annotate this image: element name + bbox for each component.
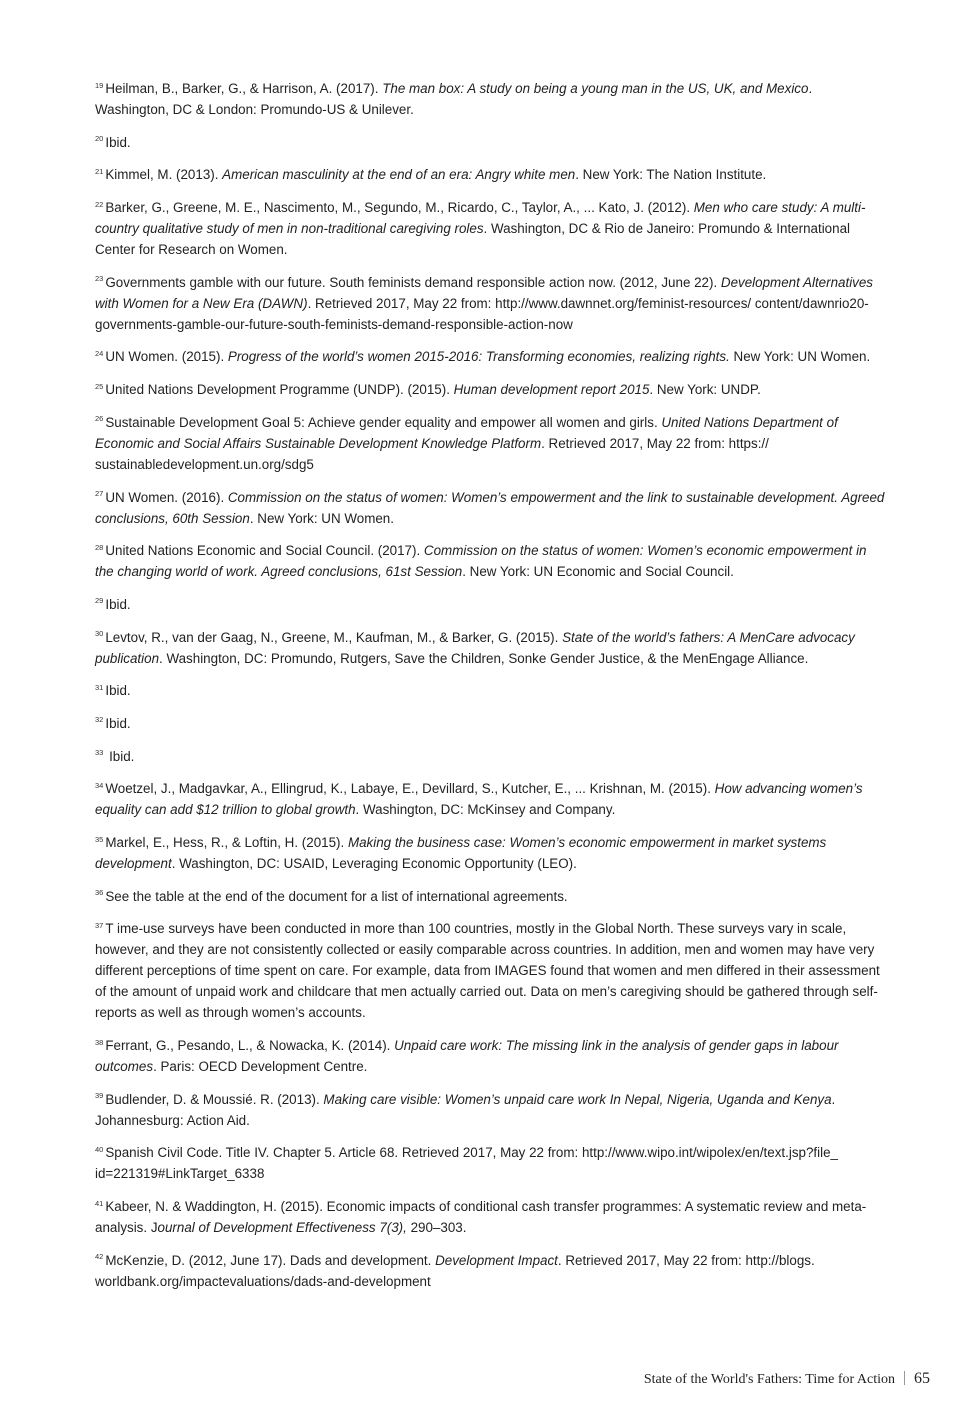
footer-title: State of the World's Fathers: Time for Action <box>643 1372 895 1387</box>
footnote <box>95 746 885 767</box>
footnote-text: United Nations Development Programme (UNDP). (2015). <box>105 382 454 398</box>
footnote <box>95 164 885 185</box>
footnote-text: . Johannesburg: Action Aid. <box>95 1091 836 1128</box>
footnote-text: Sustainable Development Goal 5: Achieve gender equality and empower all women and girls. <box>105 414 662 430</box>
footnote-italic-text: United Nations Department of Economic and Social Affairs Sustainable Development Knowledge Platform <box>95 414 838 451</box>
footnote-number: 20 <box>95 134 104 144</box>
footnote-number: 31 <box>95 682 104 692</box>
footnote-text: Ibid. <box>105 748 135 764</box>
footnote-number: 41 <box>95 1198 104 1208</box>
footnote-text: UN Women. (2015). <box>105 349 228 365</box>
footnote-number: 37 <box>95 920 104 930</box>
footnote-number: 30 <box>95 629 104 639</box>
footer-divider <box>904 1371 905 1385</box>
footnote-italic-text: State of the world’s fathers: A MenCare advocacy publication <box>95 629 855 666</box>
footnote <box>95 1089 885 1131</box>
footnote-text: Ibid. <box>105 715 131 731</box>
footnote-italic-text: Making care visible: Women’s unpaid care work In Nepal, Nigeria, Uganda and Kenya <box>323 1091 832 1107</box>
footnote-text: Woetzel, J., Madgavkar, A., Ellingrud, K., Labaye, E., Devillard, S., Kutcher, E., ... Krishnan, M. (2015). <box>105 781 715 797</box>
footnote-text: . New York: The Nation Institute. <box>575 167 767 183</box>
footnote-number: 26 <box>95 414 104 424</box>
footnote-text: Budlender, D. & Moussié. R. (2013). <box>105 1091 324 1107</box>
footnotes-list <box>95 78 885 1304</box>
footnote-text: See the table at the end of the document for a list of international agreements. <box>105 888 568 904</box>
footnote <box>95 778 885 820</box>
footnote-italic-text: Development Impact <box>435 1252 558 1268</box>
footnote <box>95 627 885 669</box>
page-number: 65 <box>914 1370 930 1387</box>
footnote-text: Ibid. <box>105 596 131 612</box>
footnote-text: . Washington, DC: McKinsey and Company. <box>355 802 616 818</box>
footnote-number: 23 <box>95 274 104 284</box>
footnote-number: 27 <box>95 489 104 499</box>
footnote-text: UN Women. (2016). <box>105 489 228 505</box>
footnote-italic-text: Development Alternatives with Women for a New Era (DAWN) <box>95 274 874 311</box>
footnote-number: 42 <box>95 1252 104 1262</box>
footnote-text: . Retrieved 2017, May 22 from: http://www.dawnnet.org/feminist-resources/ content/dawnrio20-governments-gamble-our-future-south-feminists-demand-responsible-action-now <box>95 295 869 332</box>
footnote-text: Ibid. <box>105 134 131 150</box>
footnote <box>95 346 885 367</box>
footnote-text: . Washington, DC: USAID, Leveraging Economic Opportunity (LEO). <box>171 856 577 871</box>
footnote-text: Levtov, R., van der Gaag, N., Greene, M., Kaufman, M., & Barker, G. (2015). <box>105 629 563 645</box>
footnote-text: Kimmel, M. (2013). <box>105 167 223 183</box>
footnote-text: 290–303. <box>406 1220 467 1236</box>
footnote <box>95 886 885 907</box>
footnote <box>95 1142 885 1184</box>
footnote-italic-text: Human development report 2015 <box>453 382 650 398</box>
footnote <box>95 1250 885 1292</box>
footnote-text: . Washington, DC: Promundo, Rutgers, Save the Children, Sonke Gender Justice, & the MenEngage Alliance. <box>159 650 809 666</box>
footnote <box>95 1035 885 1077</box>
footnote-text: Kabeer, N. & Waddington, H. (2015). Economic impacts of conditional cash transfer programmes: A systematic review and meta-analysis. J <box>95 1199 867 1236</box>
footnote-italic-text: How advancing women’s equality can add $12 trillion to global growth <box>95 781 863 818</box>
footnote-text: Ibid. <box>105 683 131 699</box>
footnote <box>95 412 885 475</box>
footnote <box>95 197 885 260</box>
footnote-number: 28 <box>95 542 104 552</box>
footnote-text: Markel, E., Hess, R., & Loftin, H. (2015). <box>105 835 348 850</box>
footnote <box>95 540 885 582</box>
footnote-italic-text: American masculinity at the end of an era: Angry white men <box>222 167 576 183</box>
footnote-italic-text: Commission on the status of women: Women’s economic empowerment in the changing world of work. Agreed conclusions, 61st Session <box>95 543 867 580</box>
footnote-italic-text: The man box: A study on being a young man in the US, UK, and Mexico <box>382 81 809 96</box>
footnote <box>95 132 885 153</box>
footnote-italic-text: Making the business case: Women’s economic empowerment in market systems development <box>95 835 827 871</box>
footnote-number: 29 <box>95 596 104 606</box>
footnote-text: McKenzie, D. (2012, June 17). Dads and development. <box>105 1252 436 1268</box>
footnote-number: 36 <box>95 888 104 898</box>
footnote <box>95 594 885 615</box>
footnote-number: 22 <box>95 199 104 209</box>
footnote <box>95 379 885 400</box>
footnote <box>95 272 885 335</box>
footnote-text: . New York: UNDP. <box>649 382 761 398</box>
footnote-italic-text: Unpaid care work: The missing link in the analysis of gender gaps in labour outcomes <box>95 1038 839 1075</box>
footnote-text: Barker, G., Greene, M. E., Nascimento, M., Segundo, M., Ricardo, C., Taylor, A., ... Kato, J. (2012). <box>105 200 694 216</box>
footnote-italic-text: ournal of Development Effectiveness 7(3), <box>157 1220 407 1236</box>
footnote-number: 33 <box>95 748 104 758</box>
footnote-text: T ime-use surveys have been conducted in more than 100 countries, mostly in the Global North. These surveys vary in scale, however, and they are not consistently collected or easily comparable across countries. In addition, men and women may have very different perceptions of time spent on care. For example, data from IMAGES found that women and men differed in their assessment of the amount of unpaid work and childcare that men actually carried out. Data on men’s caregiving should be gathered through self-reports as well as through women’s accounts. <box>95 921 880 1021</box>
footnote-text: Ferrant, G., Pesando, L., & Nowacka, K. (2014). <box>105 1038 395 1054</box>
footnote-number: 34 <box>95 780 104 790</box>
footnote-text: Governments gamble with our future. South feminists demand responsible action now. (2012, June 22). <box>105 274 721 290</box>
footnote <box>95 832 885 874</box>
footnote <box>95 1196 885 1238</box>
footnote-number: 35 <box>95 834 104 844</box>
footnote-text: . Retrieved 2017, May 22 from: http://blogs. worldbank.org/impactevaluations/dads-and-development <box>95 1252 815 1289</box>
footnote-text: . Washington, DC & London: Promundo-US & Unilever. <box>95 81 813 117</box>
footnote-text: Spanish Civil Code. Title IV. Chapter 5. Article 68. Retrieved 2017, May 22 from: http://www.wipo.int/wipolex/en/text.jsp?file_ id=221319#LinkTarget_6338 <box>95 1145 838 1182</box>
footnote-italic-text: Progress of the world’s women 2015-2016: Transforming economies, realizing rights. <box>227 349 730 365</box>
footnote-number: 25 <box>95 381 104 391</box>
footnote-number: 21 <box>95 166 104 176</box>
footnote <box>95 487 885 529</box>
footnote-number: 39 <box>95 1091 104 1101</box>
footnote <box>95 713 885 734</box>
footnote-number: 40 <box>95 1144 104 1154</box>
footnote-italic-text: Commission on the status of women: Women’s empowerment and the link to sustainable development. Agreed conclusions, 60th Session <box>95 489 885 526</box>
footnote-text: . Retrieved 2017, May 22 from: https:// sustainabledevelopment.un.org/sdg5 <box>95 435 769 472</box>
footnote-text: Heilman, B., Barker, G., & Harrison, A. (2017). <box>105 81 383 96</box>
footnote-text: . Paris: OECD Development Centre. <box>153 1059 368 1075</box>
footnote-number: 32 <box>95 715 104 725</box>
footnote <box>95 918 885 1023</box>
footnote-italic-text: Men who care study: A multi-country qualitative study of men in non-traditional caregiving roles <box>95 200 866 237</box>
footnote-number: 24 <box>95 348 104 358</box>
footnote-number: 19 <box>95 80 104 90</box>
footnote-text: United Nations Economic and Social Council. (2017). <box>105 543 424 559</box>
footnote-text: New York: UN Women. <box>729 349 871 365</box>
page-footer <box>644 1370 930 1388</box>
footnote-text: . New York: UN Economic and Social Council. <box>462 564 734 580</box>
footnote <box>95 78 885 120</box>
footnote-text: . New York: UN Women. <box>249 510 394 526</box>
footnote-number: 38 <box>95 1037 104 1047</box>
footnote <box>95 680 885 701</box>
footnote-text: . Washington, DC & Rio de Janeiro: Promundo & International Center for Research on Women. <box>95 221 850 258</box>
